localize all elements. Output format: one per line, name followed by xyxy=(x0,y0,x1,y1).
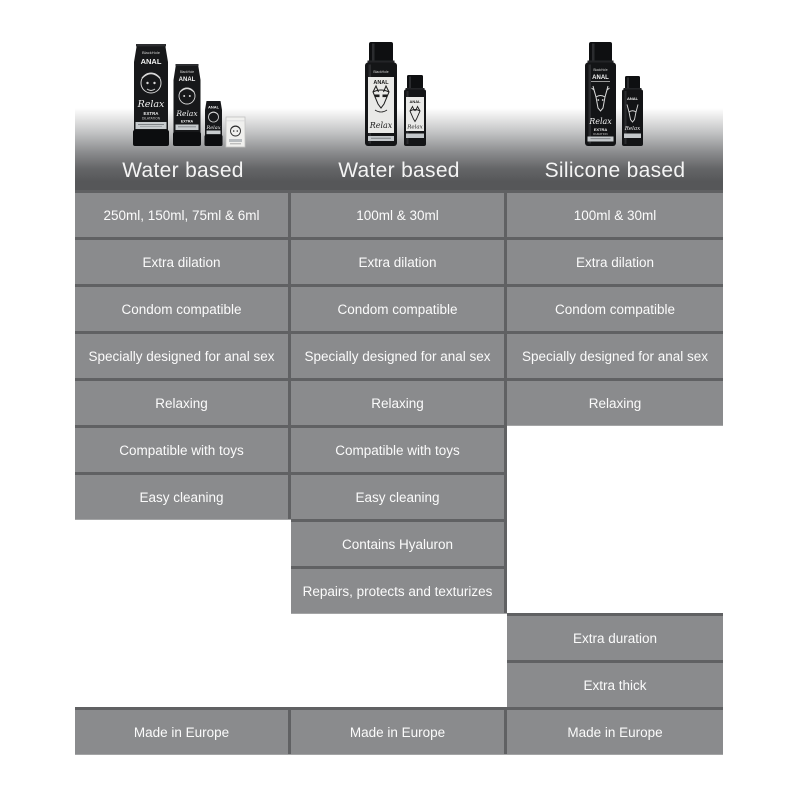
column-header-water-based-2: Water based xyxy=(338,159,460,182)
feature-cell: Specially designed for anal sex xyxy=(75,331,291,378)
feature-cell: Extra duration xyxy=(507,613,723,660)
column-water-based-tubes xyxy=(75,190,291,754)
sizes-cell: 100ml & 30ml xyxy=(507,190,723,237)
sizes-cell: 100ml & 30ml xyxy=(291,190,507,237)
column-water-based-bottles xyxy=(291,190,507,754)
bottle3-feature-line1: EXTRA xyxy=(593,127,608,132)
gorilla-tubes-icon xyxy=(131,40,247,150)
feature-cell: Extra dilation xyxy=(507,237,723,284)
wolf-bottles-icon xyxy=(362,40,430,148)
empty-rows-spacer xyxy=(291,613,507,707)
bottle3-brand-text: BlackHole xyxy=(593,68,608,72)
bottle-range-text: ANAL xyxy=(373,80,389,86)
bottle2-script-text: Relax xyxy=(407,124,423,131)
bottle3-range-text: ANAL xyxy=(592,75,609,81)
feature-cell: Specially designed for anal sex xyxy=(291,331,507,378)
bottle4-script-text: Relax xyxy=(624,126,641,132)
bottle3-script-text: Relax xyxy=(589,117,612,126)
tube-feature-line2: DILATATION xyxy=(141,116,161,121)
feature-cell: Repairs, protects and texturizes xyxy=(291,566,507,613)
made-in-europe-cell: Made in Europe xyxy=(291,707,507,754)
tube2-brand-text: BlackHole xyxy=(179,70,195,74)
feature-cell: Extra dilation xyxy=(75,237,291,284)
tube2-feature-line1: EXTRA xyxy=(180,119,194,124)
feature-cell: Relaxing xyxy=(507,378,723,425)
column-silicone-based-bottles xyxy=(507,190,723,754)
made-in-europe-cell: Made in Europe xyxy=(507,707,723,754)
tube-brand-text: BlackHole xyxy=(141,50,161,55)
feature-cell: Extra thick xyxy=(507,660,723,707)
feature-cell: Specially designed for anal sex xyxy=(507,331,723,378)
comparison-table xyxy=(75,190,723,754)
tube2-range-text: ANAL xyxy=(178,77,196,83)
feature-cell: Easy cleaning xyxy=(291,472,507,519)
feature-cell: Compatible with toys xyxy=(75,425,291,472)
bottle-brand-text: BlackHole xyxy=(373,70,389,74)
column-header-silicone-based: Silicone based xyxy=(544,159,686,182)
bottle3-feature-line2: DURATION xyxy=(593,131,608,136)
feature-cell: Contains Hyaluron xyxy=(291,519,507,566)
bottle4-range-text: ANAL xyxy=(626,96,639,101)
tube3-range-text: ANAL xyxy=(207,104,220,110)
tube-script-text: Relax xyxy=(137,99,165,110)
feature-cell: Compatible with toys xyxy=(291,425,507,472)
feature-cell: Relaxing xyxy=(291,378,507,425)
header-labels-row xyxy=(75,159,723,183)
bottle-script-text: Relax xyxy=(369,121,393,130)
made-in-europe-cell: Made in Europe xyxy=(75,707,291,754)
sizes-cell: 250ml, 150ml, 75ml & 6ml xyxy=(75,190,291,237)
tube3-script-text: Relax xyxy=(206,125,221,131)
feature-cell: Easy cleaning xyxy=(75,472,291,519)
tube2-script-text: Relax xyxy=(176,109,198,118)
feature-cell: Condom compatible xyxy=(75,284,291,331)
empty-rows-spacer xyxy=(507,425,723,613)
deer-bottles-icon xyxy=(582,40,648,148)
empty-rows-spacer xyxy=(75,519,291,707)
tube-feature-line1: EXTRA xyxy=(143,111,159,116)
feature-cell: Condom compatible xyxy=(291,284,507,331)
feature-cell: Extra dilation xyxy=(291,237,507,284)
feature-cell: Relaxing xyxy=(75,378,291,425)
feature-cell: Condom compatible xyxy=(507,284,723,331)
tube-range-text: ANAL xyxy=(140,57,162,66)
bottle2-range-text: ANAL xyxy=(409,99,421,104)
column-header-water-based-1: Water based xyxy=(122,159,244,182)
